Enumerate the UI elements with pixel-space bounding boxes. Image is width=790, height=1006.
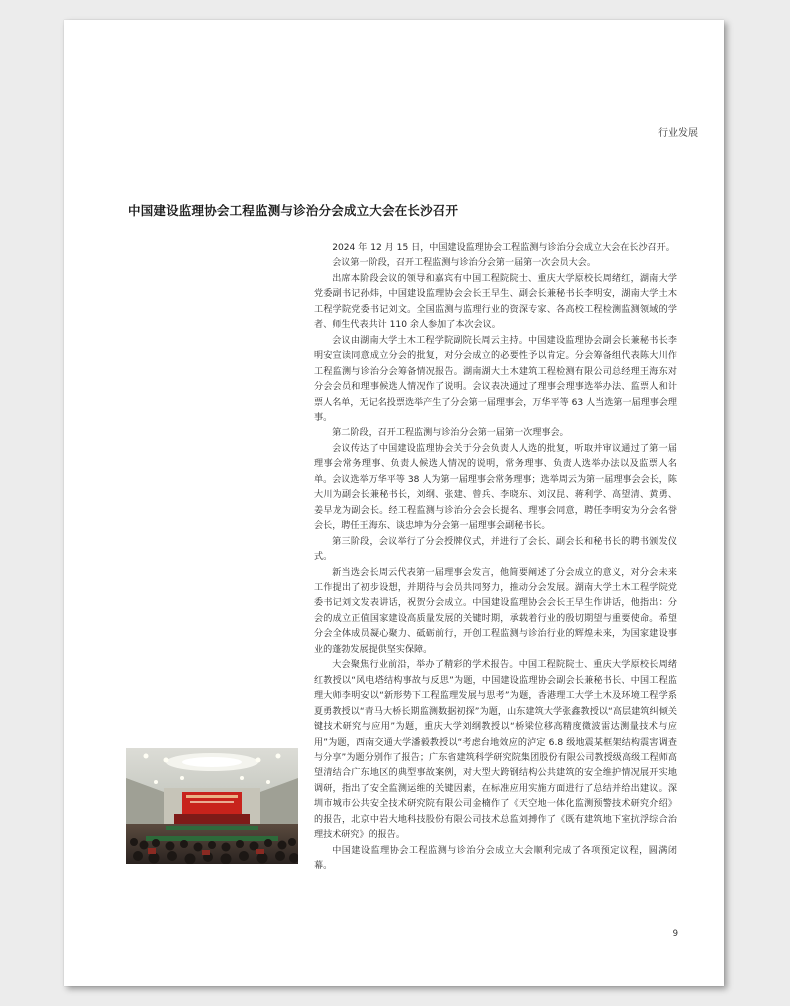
paragraph: 会议传达了中国建设监理协会关于分会负责人人选的批复，听取并审议通过了第一届理事会常务理事、负责人候选人情况的说明，常务理事、负责人选举办法以及监票人名单。会议选举万华平等 38 人为第一届理事会常务理事；选举周云为第一届理事会会长，陈大川为副会长兼秘书长，刘纲、张建、曾兵、李晓东、刘汉昆、蒋利学、高望清、黄勇、姜早龙为副会长。经工程监测与诊治分会会长提名、理事会同意，聘任李明安为分会名誉会长，聘任王海东、谈忠坤为分会第一届理事会副秘书长。 — [314, 443, 677, 532]
paragraph: 第二阶段，召开工程监测与诊治分会第一届第一次理事会。 — [332, 428, 569, 439]
page-number: 9 — [672, 929, 678, 939]
paragraph: 2024 年 12 月 15 日，中国建设监理协会工程监测与诊治分会成立大会在长沙召开。 — [332, 243, 675, 253]
article-body — [314, 241, 677, 875]
conference-photo — [126, 748, 298, 864]
conference-photo-image — [126, 748, 298, 864]
paragraph: 出席本阶段会议的领导和嘉宾有中国工程院院士、重庆大学原校长周绪红，湖南大学党委副书记孙炜，中国建设监理协会会长王早生、副会长兼秘书长李明安，湖南大学土木工程学院党委书记刘文。全国监测与监理行业的资深专家、各高校工程检测监测领域的学者、师生代表共计 110 余人参加了本次会议。 — [314, 273, 677, 331]
magazine-page — [64, 20, 724, 986]
paragraph: 第三阶段，会议举行了分会授牌仪式，并进行了会长、副会长和秘书长的聘书颁发仪式。 — [314, 536, 677, 563]
paragraph: 会议由湖南大学土木工程学院副院长周云主持。中国建设监理协会副会长兼秘书长李明安宣读同意成立分会的批复，对分会成立的必要性予以肯定。分会筹备组代表陈大川作工程监测与诊治分会筹备情况报告。湖南湖大土木建筑工程检测有限公司总经理王海东对分会会员和理事候选人情况作了说明。会议表决通过了理事会理事选举办法、监票人和计票人名单，无记名投票选举产生了分会第一届理事会，万华平等 63 人当选第一届理事会理事。 — [314, 335, 677, 423]
section-label: 行业发展 — [658, 128, 698, 139]
paragraph: 会议第一阶段，召开工程监测与诊治分会第一届第一次会员大会。 — [332, 258, 596, 269]
paragraph: 中国建设监理协会工程监测与诊治分会成立大会顺利完成了各项预定议程，圆满闭幕。 — [314, 845, 677, 872]
paragraph: 大会聚焦行业前沿，举办了精彩的学术报告。中国工程院院士、重庆大学原校长周绪红教授以“风电塔结构事故与反思”为题，中国建设监理协会副会长兼秘书长、中国工程监理大师李明安以“新形势下工程监理发展与思考”为题，香港理工大学土木及环境工程学系夏勇教授以“青马大桥长期监测数据初探”为题，山东建筑大学张鑫教授以“高层建筑纠倾关键技术研究与应用”为题，重庆大学刘纲教授以“桥梁位移高精度微波雷达测量技术与应用”为题，西南交通大学潘毅教授以“考虑台地效应的泸定 6.8 级地震某框架结构震害调查与分享”为题分别作了报告；广东省建筑科学研究院集团股份有限公司教授级高级工程师高望清结合广东地区的典型事故案例，对大型大跨钢结构公共建筑的安全维护情况展开实地调研，指出了安全监测运维的关键因素，在标准应用实施方面进行了总结并给出建议。深圳市城市公共安全技术研究院有限公司金楠作了《天空地一体化监测预警技术研究介绍》的报告，北京中岩大地科技股份有限公司技术总监刘搏作了《既有建筑地下室抗浮综合治理技术研究》的报告。 — [314, 660, 677, 841]
paragraph: 新当选会长周云代表第一届理事会发言，他简要阐述了分会成立的意义，对分会未来工作提出了初步设想，并期待与会员共同努力，推动分会发展。湖南大学土木工程学院党委书记刘文发表讲话，祝贺分会成立。中国建设监理协会会长王早生作讲话，他指出：分会的成立正值国家建设高质量发展的关键时期，承载着行业的殷切期望与重要使命。希望分会全体成员凝心聚力、砥砺前行，开创工程监测与诊治行业的辉煌未来，为国家建设事业的蓬勃发展提供坚实保障。 — [314, 567, 677, 655]
article-title: 中国建设监理协会工程监测与诊治分会成立大会在长沙召开 — [128, 203, 459, 218]
